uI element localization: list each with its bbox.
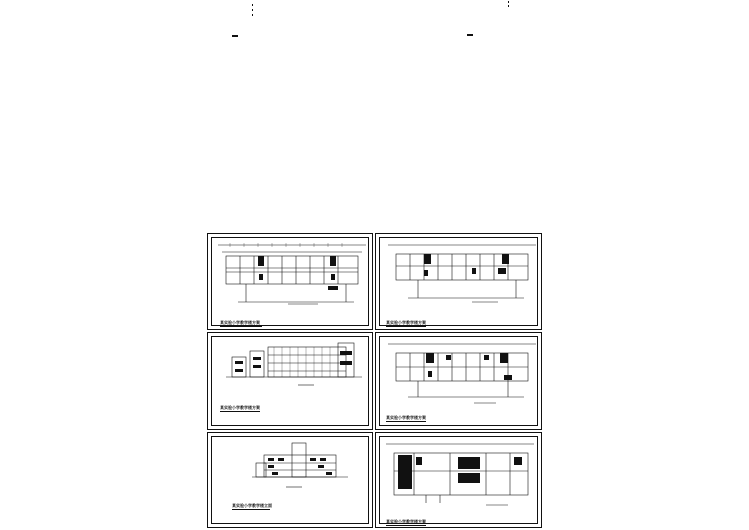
- top-dash-mark: [232, 35, 238, 37]
- sheet-title: 某实验小学教学楼方案: [220, 405, 260, 410]
- drawing-sheet-elevation-1[interactable]: [207, 332, 373, 430]
- top-dot-mark: [508, 1, 509, 3]
- sheet-title-underline: [386, 421, 426, 422]
- sheet-title-underline: [386, 525, 426, 526]
- elevation-drawing: [252, 441, 352, 493]
- drawing-sheet-plan-1[interactable]: [207, 233, 373, 330]
- sheet-title: 某实验小学教学楼立面: [232, 503, 272, 508]
- sheet-title-underline: [220, 411, 260, 412]
- top-dot-mark: [252, 4, 253, 6]
- top-dot-mark: [252, 9, 253, 11]
- drawing-sheet-elevation-2[interactable]: [207, 432, 373, 528]
- sheet-title: 某实验小学教学楼方案: [220, 320, 260, 325]
- sheet-title: 某实验小学教学楼方案: [386, 320, 426, 325]
- drawing-sheet-plan-4[interactable]: [375, 432, 542, 528]
- drawing-sheet-plan-2[interactable]: [375, 233, 542, 330]
- sheet-title-underline: [232, 509, 270, 510]
- floor-plan-drawing: [218, 242, 368, 312]
- floor-plan-drawing: [388, 341, 538, 411]
- elevation-drawing: [226, 343, 366, 393]
- floor-plan-drawing: [388, 242, 538, 312]
- top-dot-mark: [252, 14, 253, 16]
- sheet-title-underline: [386, 326, 426, 327]
- sheet-title-underline: [220, 326, 262, 327]
- sheet-title: 某实验小学教学楼方案: [386, 519, 426, 524]
- top-dash-mark: [467, 34, 473, 36]
- sheet-title: 某实验小学教学楼方案: [386, 415, 426, 420]
- top-dot-mark: [508, 5, 509, 7]
- floor-plan-drawing: [386, 441, 536, 513]
- drawing-sheet-plan-3[interactable]: [375, 332, 542, 430]
